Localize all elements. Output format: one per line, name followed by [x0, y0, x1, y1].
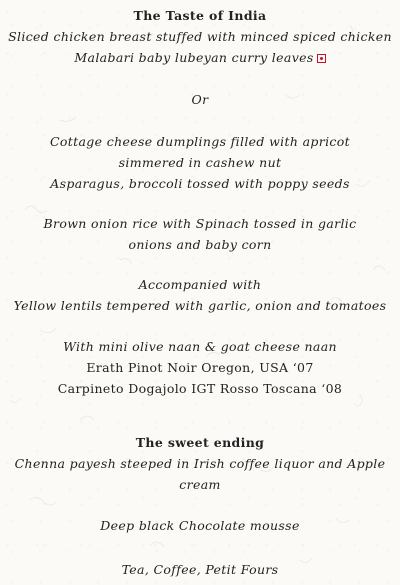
dish-rice-line-2: onions and baby corn	[128, 237, 272, 252]
dish-dumpling-line-2: simmered in cashew nut	[118, 155, 282, 170]
dish-chicken-line-2-wrap	[0, 50, 400, 66]
wine-carpineto: Carpineto Dogajolo IGT Rosso Toscana ‘08	[57, 381, 343, 396]
non-veg-marker-icon	[317, 54, 326, 63]
dish-naan: With mini olive naan & goat cheese naan	[63, 339, 337, 354]
dessert-chenna-line-1: Chenna payesh steeped in Irish coffee liquor and Apple	[14, 456, 386, 471]
dish-lentils: Yellow lentils tempered with garlic, onion and tomatoes	[13, 298, 387, 313]
dish-chicken-line-2: Malabari baby lubeyan curry leaves	[74, 50, 314, 65]
tea-coffee-petit-fours: Tea, Coffee, Petit Fours	[121, 562, 279, 577]
dish-rice-line-1: Brown onion rice with Spinach tossed in garlic	[43, 216, 357, 231]
dessert-chenna-line-2: cream	[179, 477, 221, 492]
accompanied-with: Accompanied with	[138, 277, 262, 292]
dish-asparagus: Asparagus, broccoli tossed with poppy seeds	[50, 176, 350, 191]
wine-erath: Erath Pinot Noir Oregon, USA ‘07	[86, 360, 314, 375]
section-title-taste-of-india: The Taste of India	[133, 8, 267, 23]
section-title-sweet-ending: The sweet ending	[135, 435, 265, 450]
dessert-mousse: Deep black Chocolate mousse	[100, 518, 300, 533]
or-separator: Or	[191, 92, 209, 107]
dish-dumpling-line-1: Cottage cheese dumplings filled with apricot	[49, 134, 351, 149]
dish-chicken-line-1: Sliced chicken breast stuffed with minced spiced chicken	[8, 29, 392, 44]
